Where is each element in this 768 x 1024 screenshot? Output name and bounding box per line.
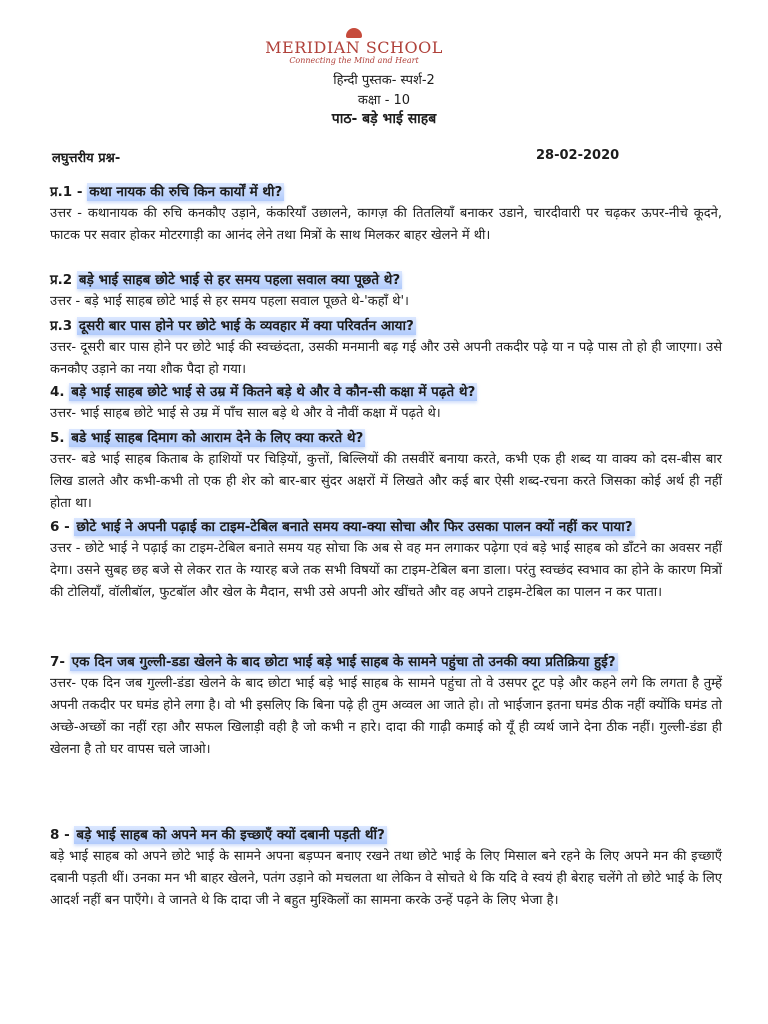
question-text: एक दिन जब गुल्ली-डडा खेलने के बाद छोटा भाई बड़े भाई साहब के सामने पहुंचा तो उनकी क्या प्रतिक्रिया हुई? [71, 654, 616, 670]
answer: उत्तर- दूसरी बार पास होने पर छोटे भाई की स्वच्छंदता, उसकी मनमानी बढ़ गई और उसे अपनी तकदीर पढ़े या न पढ़े पास तो हो ही जाएगा। उसे कनकौए उड़ाने का नया शौक पैदा हो गया। [50, 340, 722, 377]
logo-emblem-icon [346, 28, 362, 38]
question-number: 7- [50, 654, 65, 670]
date: 28-02-2020 [536, 148, 620, 163]
question-number: प्र.3 [50, 318, 73, 334]
qa-item [50, 315, 722, 381]
school-logo [244, 28, 464, 65]
question-text: बड़े भाई साहब को अपने मन की इच्छाएँ क्यों दबानी पड़ती थीं? [76, 827, 385, 843]
answer: उत्तर- एक दिन जब गुल्ली-डंडा खेलने के बाद छोटा भाई बड़े भाई साहब के सामने पहुंचा तो वे उसपर टूट पड़े और कहने लगे कि लगता है तुम्हें अपनी तकदीर पर घमंड होने लगा है। वो भी इसलिए कि बिना पढ़े ही तुम अव्वल आ जाते हो। तो भाईजान इतना घमंड ठीक नहीं क्योंकि घमंड तो अच्छे-अच्छों का नहीं रहा और सफल खिलाड़ी वही है जो कभी न हारे। दादा की गाढ़ी कमाई को यूँ ही व्यर्थ जाने देना ठीक नहीं। गुल्ली-डंडा ही खेलना है तो घर वापस चले जाओ। [50, 676, 722, 757]
qa-item [50, 824, 722, 912]
question-text: दूसरी बार पास होने पर छोटे भाई के व्यवहार में क्या परिवर्तन आया? [78, 318, 414, 334]
question-number: 5. [50, 430, 65, 446]
answer: उत्तर- बडे भाई साहब किताब के हाशियों पर चिड़ियों, कुत्तों, बिल्लियों की तसवीरें बनाया करते, कभी एक ही शब्द या वाक्य को दस-बीस बार लिख डालते और कभी-कभी तो एक ही शेर को बार-बार सुंदर अक्षरों में लिखते और कई बार ऐसी शब्द-रचना करते जिसका कोई अर्थ ही नहीं होता था। [50, 452, 722, 511]
question-number: 8 - [50, 827, 70, 843]
qa-item [50, 381, 722, 425]
qa-item [50, 427, 722, 515]
qa-item [50, 181, 722, 247]
logo-tagline: Connecting the Mind and Heart [289, 56, 419, 65]
logo-name: MERIDIAN SCHOOL [265, 38, 443, 57]
question-text: बड़े भाई साहब छोटे भाई से उम्र में कितने बड़े थे और वे कौन-सी कक्षा में पढ़ते थे? [71, 384, 476, 400]
answer: उत्तर - कथानायक की रुचि कनकौए उड़ाने, कंकरियाँ उछालने, कागज़ की तितलियाँ बनाकर उडाने, चारदीवारी पर चढ़कर ऊपर-नीचे कूदने, फाटक पर सवार होकर मोटरगाड़ी का आनंद लेने तथा मित्रों के साथ मिलकर बाहर खेलने में थी। [50, 206, 722, 243]
question-number: प्र.1 - [50, 184, 83, 200]
question [50, 651, 722, 673]
answer: उत्तर - छोटे भाई ने पढ़ाई का टाइम-टेबिल बनाते समय यह सोचा कि अब से वह मन लगाकर पढ़ेगा एवं बड़े भाई साहब को डाँटने का अवसर नहीं देगा। उसने सुबह छह बजे से लेकर रात के ग्यारह बजे तक सभी विषयों का टाइम-टेबिल बना डाला। परंतु स्वच्छंद स्वभाव का होने के कारण मित्रों की टोलियाँ, वॉलीबॉल, फुटबॉल और खेल के मैदान, सभी उसे अपनी ओर खींचते और वह अपने टाइम-टेबिल का पालन न कर पाता। [50, 541, 722, 600]
question [50, 427, 722, 449]
question-text: छोटे भाई ने अपनी पढ़ाई का टाइम-टेबिल बनाते समय क्या-क्या सोचा और फिर उसका पालन क्यों नहीं कर पाया? [76, 519, 633, 535]
lesson-title: पाठ- बड़े भाई साहब [331, 111, 437, 127]
question [50, 824, 722, 846]
question [50, 315, 722, 337]
question [50, 181, 722, 203]
answer: उत्तर - बड़े भाई साहब छोटे भाई से हर समय पहला सवाल पूछते थे-'कहाँ थे'। [50, 294, 409, 309]
answer: बड़े भाई साहब को अपने छोटे भाई के सामने अपना बड़प्पन बनाए रखने तथा छोटे भाई के लिए मिसाल बने रहने के लिए अपने मन की इच्छाएँ दबानी पड़ती थीं। उनका मन भी बाहर खेलने, पतंग उड़ाने को मचलता था लेकिन वे सोचते थे कि यदि वे स्वयं ही बेराह चलेंगे तो छोटे भाई के लिए आदर्श नहीं बन पाएँगे। वे जानते थे कि दादा जी ने बहुत मुश्किलों का सामना करके उन्हें पढ़ने के लिए भेजा है। [50, 849, 722, 908]
question [50, 516, 722, 538]
answer: उत्तर- भाई साहब छोटे भाई से उम्र में पाँच साल बड़े थे और वे नौवीं कक्षा में पढ़ते थे। [50, 406, 441, 421]
qa-item [50, 269, 722, 313]
question-number: 6 - [50, 519, 70, 535]
qa-item [50, 516, 722, 604]
book-title: हिन्दी पुस्तक- स्पर्श-2 [333, 73, 435, 88]
question-text: बड़े भाई साहब छोटे भाई से हर समय पहला सवाल क्या पूछते थे? [78, 272, 401, 288]
question-text: कथा नायक की रुचि किन कार्यों में थी? [89, 184, 283, 200]
section-title: लघुत्तरीय प्रश्न- [52, 151, 121, 166]
qa-item [50, 651, 722, 761]
question [50, 381, 722, 403]
question-number: प्र.2 [50, 272, 73, 288]
class-label: कक्षा - 10 [357, 93, 411, 108]
question-text: बडे भाई साहब दिमाग को आराम देने के लिए क्या करते थे? [71, 430, 364, 446]
question [50, 269, 722, 291]
question-number: 4. [50, 384, 65, 400]
